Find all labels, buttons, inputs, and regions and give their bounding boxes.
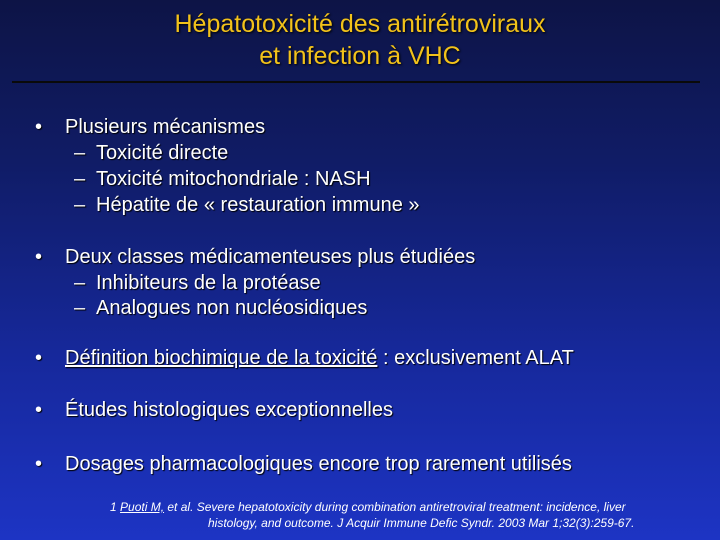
bullet-item-4 (35, 397, 393, 423)
sub-item (74, 140, 228, 166)
bullet-text: : exclusivement ALAT (377, 347, 574, 369)
bullet-text: Dosages pharmacologiques encore trop rarement utilisés (65, 453, 572, 475)
footnote-number: 1 (110, 500, 117, 514)
title-line-2: et infection à VHC (259, 42, 461, 70)
bullet-dot: • (35, 399, 43, 421)
bullet-text: Études histologiques exceptionnelles (65, 399, 393, 421)
sub-dash: – (74, 142, 86, 164)
sub-text: Toxicité mitochondriale : NASH (96, 168, 371, 190)
sub-text: Analogues non nucléosidiques (96, 297, 368, 319)
sub-dash: – (74, 297, 86, 319)
bullet-item-1 (35, 114, 265, 140)
sub-text: Inhibiteurs de la protéase (96, 272, 321, 294)
bullet-item-5 (35, 451, 572, 477)
bullet-item-2 (35, 244, 475, 270)
footnote-line-1 (110, 499, 713, 515)
bullet-text: Plusieurs mécanismes (65, 116, 266, 138)
sub-text: Hépatite de « restauration immune » (96, 194, 420, 216)
sub-item (74, 295, 367, 321)
sub-text: Toxicité directe (96, 142, 229, 164)
footnote-author: Puoti M, (120, 500, 165, 514)
footnote-text: et al. Severe hepatotoxicity during combination antiretroviral treatment: incidence, liver (164, 500, 626, 514)
sub-item (74, 270, 321, 296)
bullet-text-underlined: Définition biochimique de la toxicité (65, 347, 378, 369)
bullet-item-3 (35, 345, 574, 371)
title-line-1: Hépatotoxicité des antirétroviraux (174, 10, 546, 38)
sub-item (74, 166, 371, 192)
bullet-dot: • (35, 246, 43, 268)
footnote-citation (110, 499, 713, 531)
sub-dash: – (74, 168, 86, 190)
bullet-text: Deux classes médicamenteuses plus étudiées (65, 246, 476, 268)
sub-dash: – (74, 272, 86, 294)
bullet-dot: • (35, 453, 43, 475)
footnote-line-2: histology, and outcome. J Acquir Immune Defic Syndr. 2003 Mar 1;32(3):259-67. (208, 516, 635, 530)
sub-item (74, 192, 420, 218)
sub-dash: – (74, 194, 86, 216)
bullet-dot: • (35, 116, 43, 138)
bullet-dot: • (35, 347, 43, 369)
